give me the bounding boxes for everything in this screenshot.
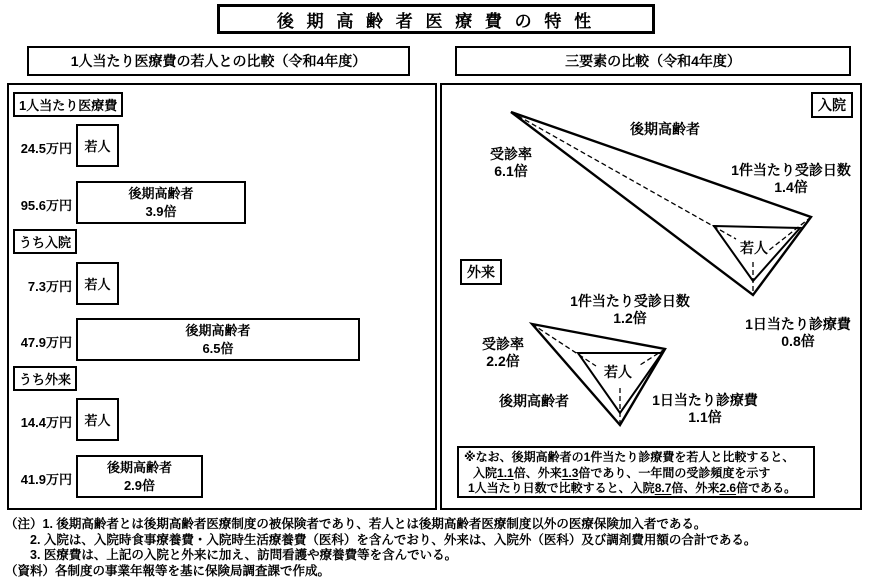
bar-total-elder (76, 181, 246, 224)
bar-outpatient-elder-ratio: 2.9倍 (123, 477, 156, 493)
inpatient-cost-per-day-value: 0.8倍 (781, 333, 815, 349)
amount-inpatient-young: 7.3万円 (27, 279, 72, 294)
bar-inpatient-elder-ratio: 6.5倍 (202, 340, 234, 356)
outpatient-tag: 外来 (460, 259, 502, 285)
outpatient-young-label: 若人 (604, 364, 632, 380)
footnote-2: 2. 入院は、入院時食事療養費・入院時生活療養費（医科）を含んでおり、外来は、入院外（医科）及び調剤費用額の合計である。 (30, 532, 757, 547)
outpatient-cost-per-day-label (640, 392, 770, 426)
page-title: 後 期 高 齢 者 医 療 費 の 特 性 (217, 4, 655, 34)
amount-total-young: 24.5万円 (20, 141, 72, 156)
bar-total-elder-label: 後期高齢者 (128, 185, 194, 201)
footnote-source: （資料）各制度の事業年報等を基に保険局調査課で作成。 (5, 563, 331, 578)
bar-total-elder-ratio: 3.9倍 (145, 203, 177, 219)
amount-outpatient-young: 14.4万円 (20, 415, 72, 430)
amount-outpatient-elder: 41.9万円 (20, 472, 72, 487)
outpatient-days-per-case-label (562, 293, 698, 327)
inpatient-tag: 入院 (811, 92, 853, 118)
inpatient-elder-label: 後期高齢者 (630, 121, 700, 137)
inpatient-cost-per-day-text: 1日当たり診療費 (745, 316, 851, 332)
bar-inpatient-elder-label: 後期高齢者 (185, 322, 251, 338)
inpatient-consultation-rate-label (478, 146, 544, 180)
outpatient-consultation-rate-value: 2.2倍 (486, 353, 520, 369)
outpatient-consultation-rate-label (470, 336, 536, 370)
amount-total-elder: 95.6万円 (20, 198, 72, 213)
bar-outpatient-elder (76, 455, 203, 498)
outpatient-consultation-rate-text: 受診率 (482, 336, 524, 352)
footnote-3: 3. 医療費は、上記の入院と外来に加え、訪問看護や療養費等を含んでいる。 (30, 548, 458, 562)
footnote-1: （注）1. 後期高齢者とは後期高齢者医療制度の被保険者であり、若人とは後期高齢者医療制度以外の医療保険加入者である。 (5, 517, 707, 531)
footnotes (5, 517, 867, 579)
amount-inpatient-elder: 47.9万円 (20, 335, 72, 350)
outpatient-days-per-case-text: 1件当たり受診日数 (570, 293, 690, 309)
note-line-2: 入院1.1倍、外来1.3倍であり、一年間の受診頻度を示す (473, 465, 771, 480)
per-capita-cost-panel (7, 83, 437, 510)
inpatient-days-per-case-value: 1.4倍 (774, 179, 808, 195)
bar-outpatient-elder-label: 後期高齢者 (106, 459, 172, 475)
bar-inpatient-elder (76, 318, 360, 361)
bar-outpatient-young: 若人 (76, 398, 119, 441)
note-line-1: ※なお、後期高齢者の1件当たり診療費を若人と比較すると、 (464, 450, 795, 464)
right-panel-header: 三要素の比較（令和4年度） (455, 46, 851, 76)
inpatient-cost-per-day-label (733, 316, 863, 350)
section-label-inpatient: うち入院 (13, 229, 77, 254)
three-element-panel (440, 83, 862, 510)
outpatient-cost-per-day-text: 1日当たり診療費 (652, 392, 758, 408)
left-panel-header: 1人当たり医療費の若人との比較（令和4年度） (27, 46, 410, 76)
inpatient-days-per-case-text: 1件当たり受診日数 (731, 162, 851, 178)
inpatient-days-per-case-label (723, 162, 859, 196)
section-label-total: 1人当たり医療費 (13, 92, 123, 117)
bar-total-young: 若人 (76, 124, 119, 167)
bar-inpatient-young: 若人 (76, 262, 119, 305)
section-label-outpatient: うち外来 (13, 366, 77, 391)
inpatient-young-label: 若人 (740, 240, 768, 256)
comparison-note-box (457, 446, 815, 498)
outpatient-elder-label: 後期高齢者 (499, 393, 569, 409)
note-line-3: 1人当たり日数で比較すると、入院8.7倍、外来2.6倍である。 (468, 481, 797, 495)
inpatient-consultation-rate-text: 受診率 (490, 146, 532, 162)
inpatient-consultation-rate-value: 6.1倍 (494, 163, 528, 179)
outpatient-days-per-case-value: 1.2倍 (613, 310, 647, 326)
outpatient-cost-per-day-value: 1.1倍 (688, 409, 722, 425)
